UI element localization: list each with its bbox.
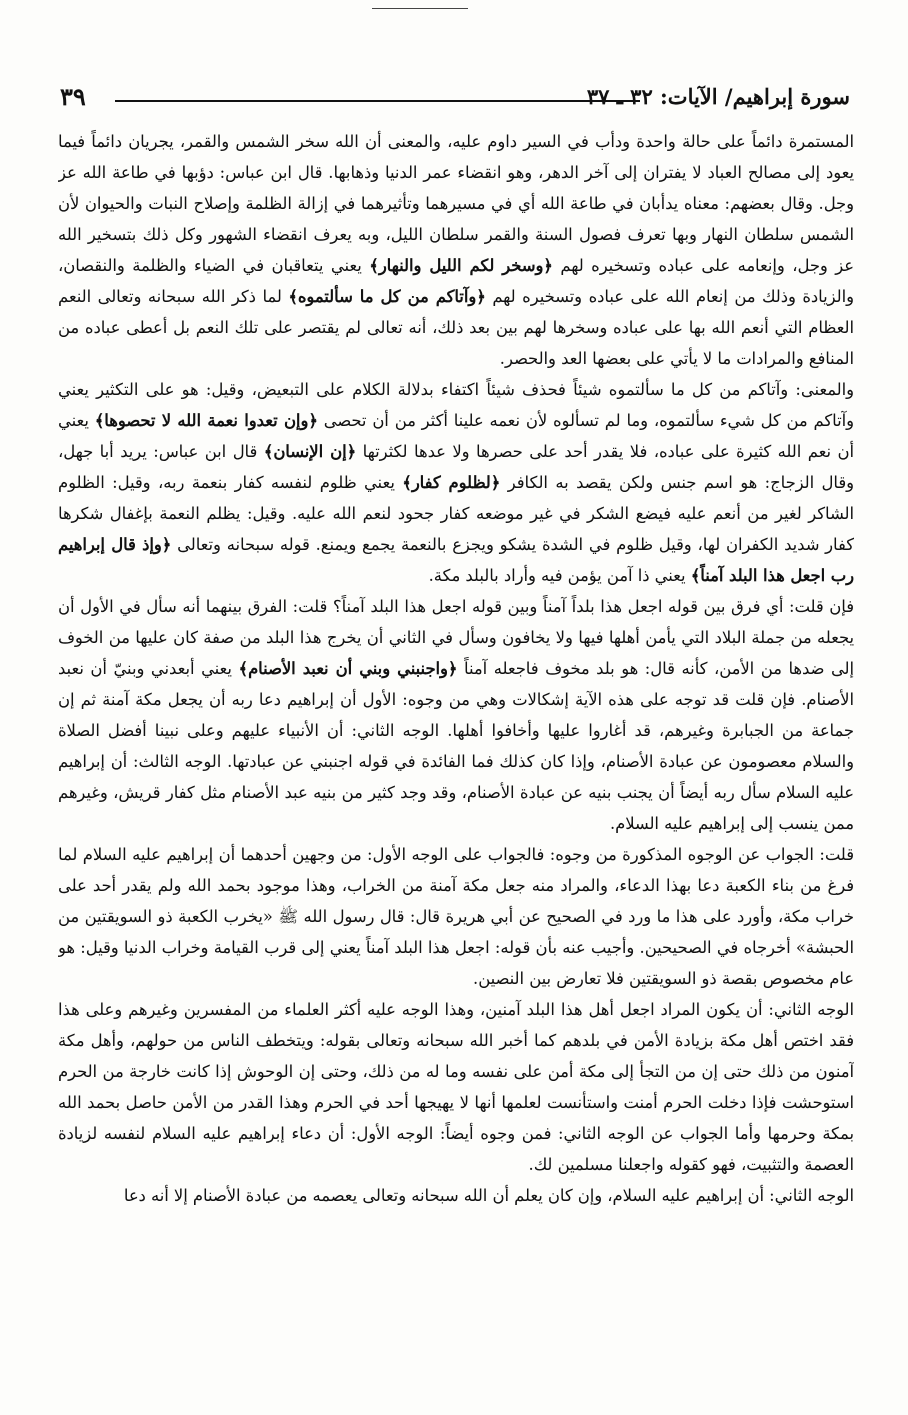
text-segment: يعني أبعدني وبنيّ أن نعبد الأصنام. فإن قلت قد توجه على هذه الآية إشكالات وهي من وجوه: الأول أن إبراهيم دعا ربه أن يجعل مكة آمنة ثم إن جماعة من الجبابرة وغيرهم، قد أغاروا عليها وأخافوا أهلها. الوجه الثاني: أن الأنبياء عليهم وعلى نبينا أفضل الصلاة والسلام معصومون عن عبادة الأصنام، وإذا كان كذلك فما الفائدة في قوله اجنبني عن عبادتها. الوجه الثالث: أن إبراهيم عليه السلام سأل ربه أيضاً أن يجنب بنيه عن عبادة الأصنام، وقد وجد كثير من بنيه عبد الأصنام مثل كفار قريش، وغيرهم ممن ينسب إلى إبراهيم عليه السلام. (58, 659, 854, 833)
text-segment: الوجه الثاني: أن إبراهيم عليه السلام، وإن كان يعلم أن الله سبحانه وتعالى يعصمه من عبادة الأصنام إلا أنه دعا (123, 1186, 854, 1205)
paragraph (58, 591, 854, 839)
paragraph (58, 994, 854, 1180)
text-segment: يعني ذا آمن يؤمن فيه وأراد بالبلد مكة. (428, 566, 691, 585)
paragraph (58, 126, 854, 374)
quran-quote: ﴿إن الإنسان﴾ (263, 442, 357, 461)
quran-quote: ﴿واجنبني وبني أن نعبد الأصنام﴾ (238, 659, 458, 678)
text-segment: قال ابن عباس: يريد أبا جهل، وقال الزجاج: هو اسم جنس ولكن يقصد به الكافر (58, 442, 854, 492)
text-segment: والمعنى: وآتاكم من كل ما سألتموه شيئاً فحذف شيئاً اكتفاء بدلالة الكلام على التبعيض، وقيل: هو على التكثير يعني وآتاكم من كل شيء سألتموه، وما لم تسألوه لأن نعمه علينا أكثر من أن تحصى (58, 380, 854, 430)
surah-title: سورة إبراهيم/ الآيات: ٣٢ ـ ٣٧ (586, 84, 850, 109)
quran-quote: ﴿وسخر لكم الليل والنهار﴾ (369, 256, 553, 275)
text-segment: لما ذكر الله سبحانه وتعالى النعم العظام التي أنعم الله بها على عباده وسخرها لهم بين بعد ذلك، أنه تعالى لم يقتصر على تلك النعم بل أعطى عباده من المنافع والمرادات ما لا يأتي على بعضها العد والحصر. (58, 287, 854, 368)
quran-quote: ﴿لظلوم كفار﴾ (402, 473, 501, 492)
text-segment: فإن قلت: أي فرق بين قوله اجعل هذا بلداً آمناً وبين قوله اجعل هذا البلد آمناً؟ قلت: الفرق بينهما أنه سأل في الأول أن يجعله من جملة البلاد التي يأمن أهلها فيها ولا يخافون وسأل في الثاني أن يخرج هذا البلد من صفة كان عليها من الخوف إلى ضدها من الأمن، كأنه قال: هو بلد مخوف فاجعله آمناً (58, 597, 854, 678)
paragraph (58, 374, 854, 591)
page-header (60, 82, 850, 114)
quran-quote: ﴿وإن تعدوا نعمة الله لا تحصوها﴾ (94, 411, 318, 430)
quran-quote: ﴿وإذ قال إبراهيم رب اجعل هذا البلد آمناً﴾ (58, 535, 854, 585)
body-text (58, 126, 854, 1396)
text-segment: المستمرة دائماً على حالة واحدة ودأب في السير داوم عليه، والمعنى أن الله سخر الشمس والقمر، يجريان دائماً فيما يعود إلى مصالح العباد لا يفتران إلى آخر الدهر، وهو انقضاء عمر الدنيا وذهابها. قال ابن عباس: دؤبها في طاعة الله عز وجل. وقال بعضهم: معناه يدأبان في طاعة الله أي في مسيرهما وتأثيرهما في إزالة الظلمة وإصلاح النبات والحيوان لأن الشمس سلطان النهار وبها تعرف فصول السنة والقمر سلطان الليل، وبه يعرف انقضاء الشهور وكل ذلك بتسخير الله عز وجل، وإنعامه على عباده وتسخيره لهم (58, 132, 854, 275)
quran-quote: ﴿وآتاكم من كل ما سألتموه﴾ (288, 287, 486, 306)
page-number: ٣٩ (60, 82, 86, 111)
paragraph (58, 839, 854, 994)
text-segment: قلت: الجواب عن الوجوه المذكورة من وجوه: فالجواب على الوجه الأول: من وجهين أحدهما أن إبراهيم عليه السلام لما فرغ من بناء الكعبة دعا بهذا الدعاء، والمراد منه جعل مكة آمنة من الخراب، وهذا موجود بحمد الله ولم يقدر أحد على خراب مكة، وأورد على هذا ما ورد في الصحيح عن أبي هريرة قال: قال رسول الله ﷺ «يخرب الكعبة ذو السويقتين من الحبشة» أخرجاه في الصحيحين. وأجيب عنه بأن قوله: اجعل هذا البلد آمناً يعني إلى قرب القيامة وخراب الدنيا وقيل: هو عام مخصوص بقصة ذو السويقتين فلا تعارض بين النصين. (58, 845, 854, 988)
text-segment: يعني ظلوم لنفسه كفار بنعمة ربه، وقيل: الظلوم الشاكر لغير من أنعم عليه فيضع الشكر في غير موضعه كفار جحود لنعم الله عليه. وقيل: يظلم النعمة بإغفال شكرها كفار شديد الكفران لها، وقيل ظلوم في الشدة يشكو ويجزع بالنعمة يجمع ويمنع. قوله سبحانه وتعالى (58, 473, 854, 554)
top-decorative-rule (372, 8, 468, 9)
paragraph (58, 1180, 854, 1211)
text-segment: يعني يتعاقبان في الضياء والظلمة والنقصان، والزيادة وذلك من إنعام الله على عباده وتسخيره لهم (58, 256, 854, 306)
text-segment: الوجه الثاني: أن يكون المراد اجعل أهل هذا البلد آمنين، وهذا الوجه عليه أكثر العلماء من المفسرين وغيرهم وعلى هذا فقد اختص أهل مكة بزيادة الأمن في بلدهم كما أخبر الله سبحانه وتعالى بقوله: ويتخطف الناس من حولهم، وأهل مكة آمنون من ذلك حتى إن من التجأ إلى مكة أمن على نفسه وما له من ذلك، وحتى إن الوحوش إذا كانت خارجة من الحرم استوحشت فإذا دخلت الحرم أمنت واستأنست لعلمها أنها لا يهيجها أحد في الحرم وهذا القدر من الأمن حاصل بحمد الله بمكة وحرمها وأما الجواب عن الوجه الثاني: فمن وجوه أيضاً: الوجه الأول: أن دعاء إبراهيم عليه السلام لنفسه لزيادة العصمة والتثبيت، فهو كقوله واجعلنا مسلمين لك. (58, 1000, 854, 1174)
header-rule (115, 100, 640, 102)
text-segment: يعني أن نعم الله كثيرة على عباده، فلا يقدر أحد على حصرها ولا عدها لكثرتها (58, 411, 854, 461)
